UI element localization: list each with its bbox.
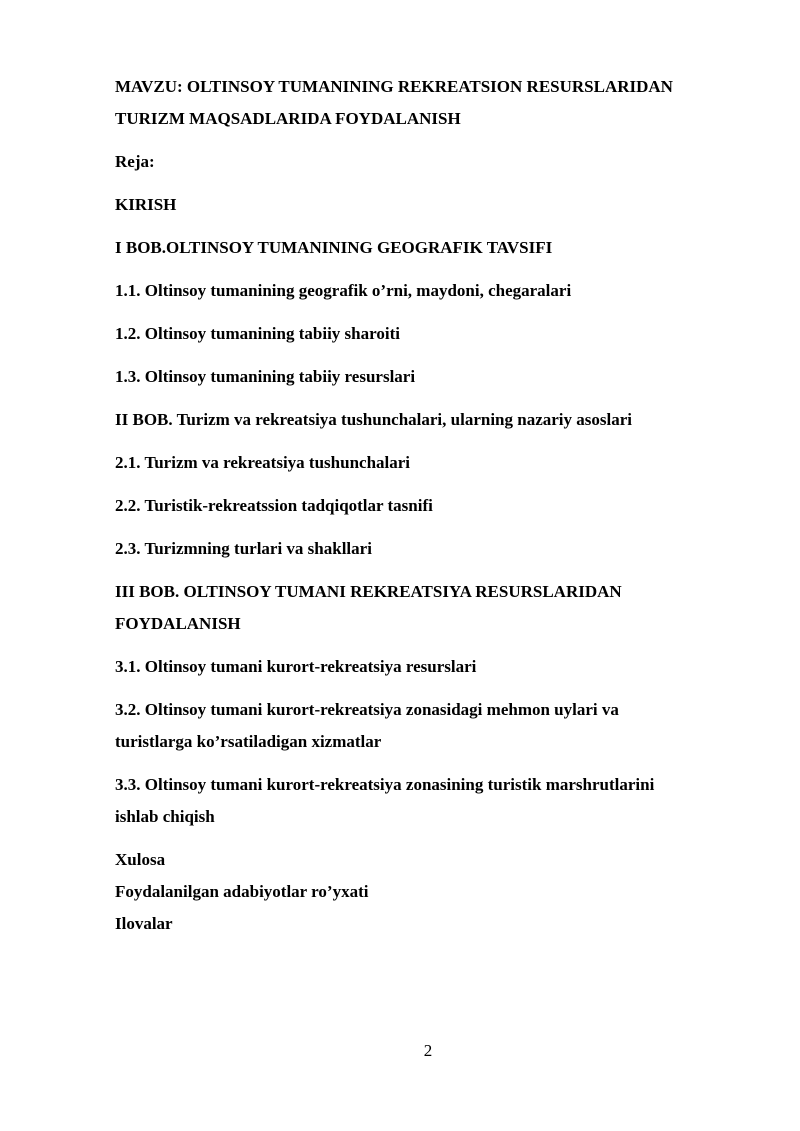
toc-item-chapter-1: I BOB.OLTINSOY TUMANINING GEOGRAFIK TAVSIFI (115, 238, 553, 257)
toc-item-chapter-3: III BOB. OLTINSOY TUMANI REKREATSIYA RESURSLARIDAN (115, 582, 622, 601)
toc-item-2-1: 2.1. Turizm va rekreatsiya tushunchalari (115, 453, 411, 472)
toc-item-conclusion: Xulosa (115, 850, 166, 869)
toc-item-1-2: 1.2. Oltinsoy tumanining tabiiy sharoiti (115, 324, 400, 343)
toc-item-intro: KIRISH (115, 195, 177, 214)
toc-item-1-1: 1.1. Oltinsoy tumanining geografik o’rni, maydoni, chegaralari (115, 281, 572, 300)
document-content (115, 71, 755, 940)
toc-item-2-2: 2.2. Turistik-rekreatssion tadqiqotlar tasnifi (115, 496, 433, 515)
plan-label: Reja: (115, 152, 155, 171)
toc-item-references: Foydalanilgan adabiyotlar ro’yxati (115, 882, 369, 901)
toc-item-chapter-2: II BOB. Turizm va rekreatsiya tushunchalari, ularning nazariy asoslari (115, 410, 632, 429)
toc-item-1-3: 1.3. Oltinsoy tumanining tabiiy resurslari (115, 367, 416, 386)
toc-item-3-3: 3.3. Oltinsoy tumani kurort-rekreatsiya zonasining turistik marshrutlarini (115, 775, 655, 794)
toc-item-chapter-3-continued: FOYDALANISH (115, 614, 241, 633)
toc-item-2-3: 2.3. Turizmning turlari va shakllari (115, 539, 372, 558)
toc-item-3-2-continued: turistlarga ko’rsatiladigan xizmatlar (115, 732, 382, 751)
toc-item-appendices: Ilovalar (115, 914, 173, 933)
toc-item-3-1: 3.1. Oltinsoy tumani kurort-rekreatsiya resurslari (115, 657, 477, 676)
toc-item-3-2: 3.2. Oltinsoy tumani kurort-rekreatsiya zonasidagi mehmon uylari va (115, 700, 619, 719)
document-title-line-2: TURIZM MAQSADLARIDA FOYDALANISH (115, 109, 461, 128)
page-number: 2 (423, 1041, 433, 1060)
toc-item-3-3-continued: ishlab chiqish (115, 807, 215, 826)
document-title-line-1: MAVZU: OLTINSOY TUMANINING REKREATSION RESURSLARIDAN (115, 77, 673, 96)
